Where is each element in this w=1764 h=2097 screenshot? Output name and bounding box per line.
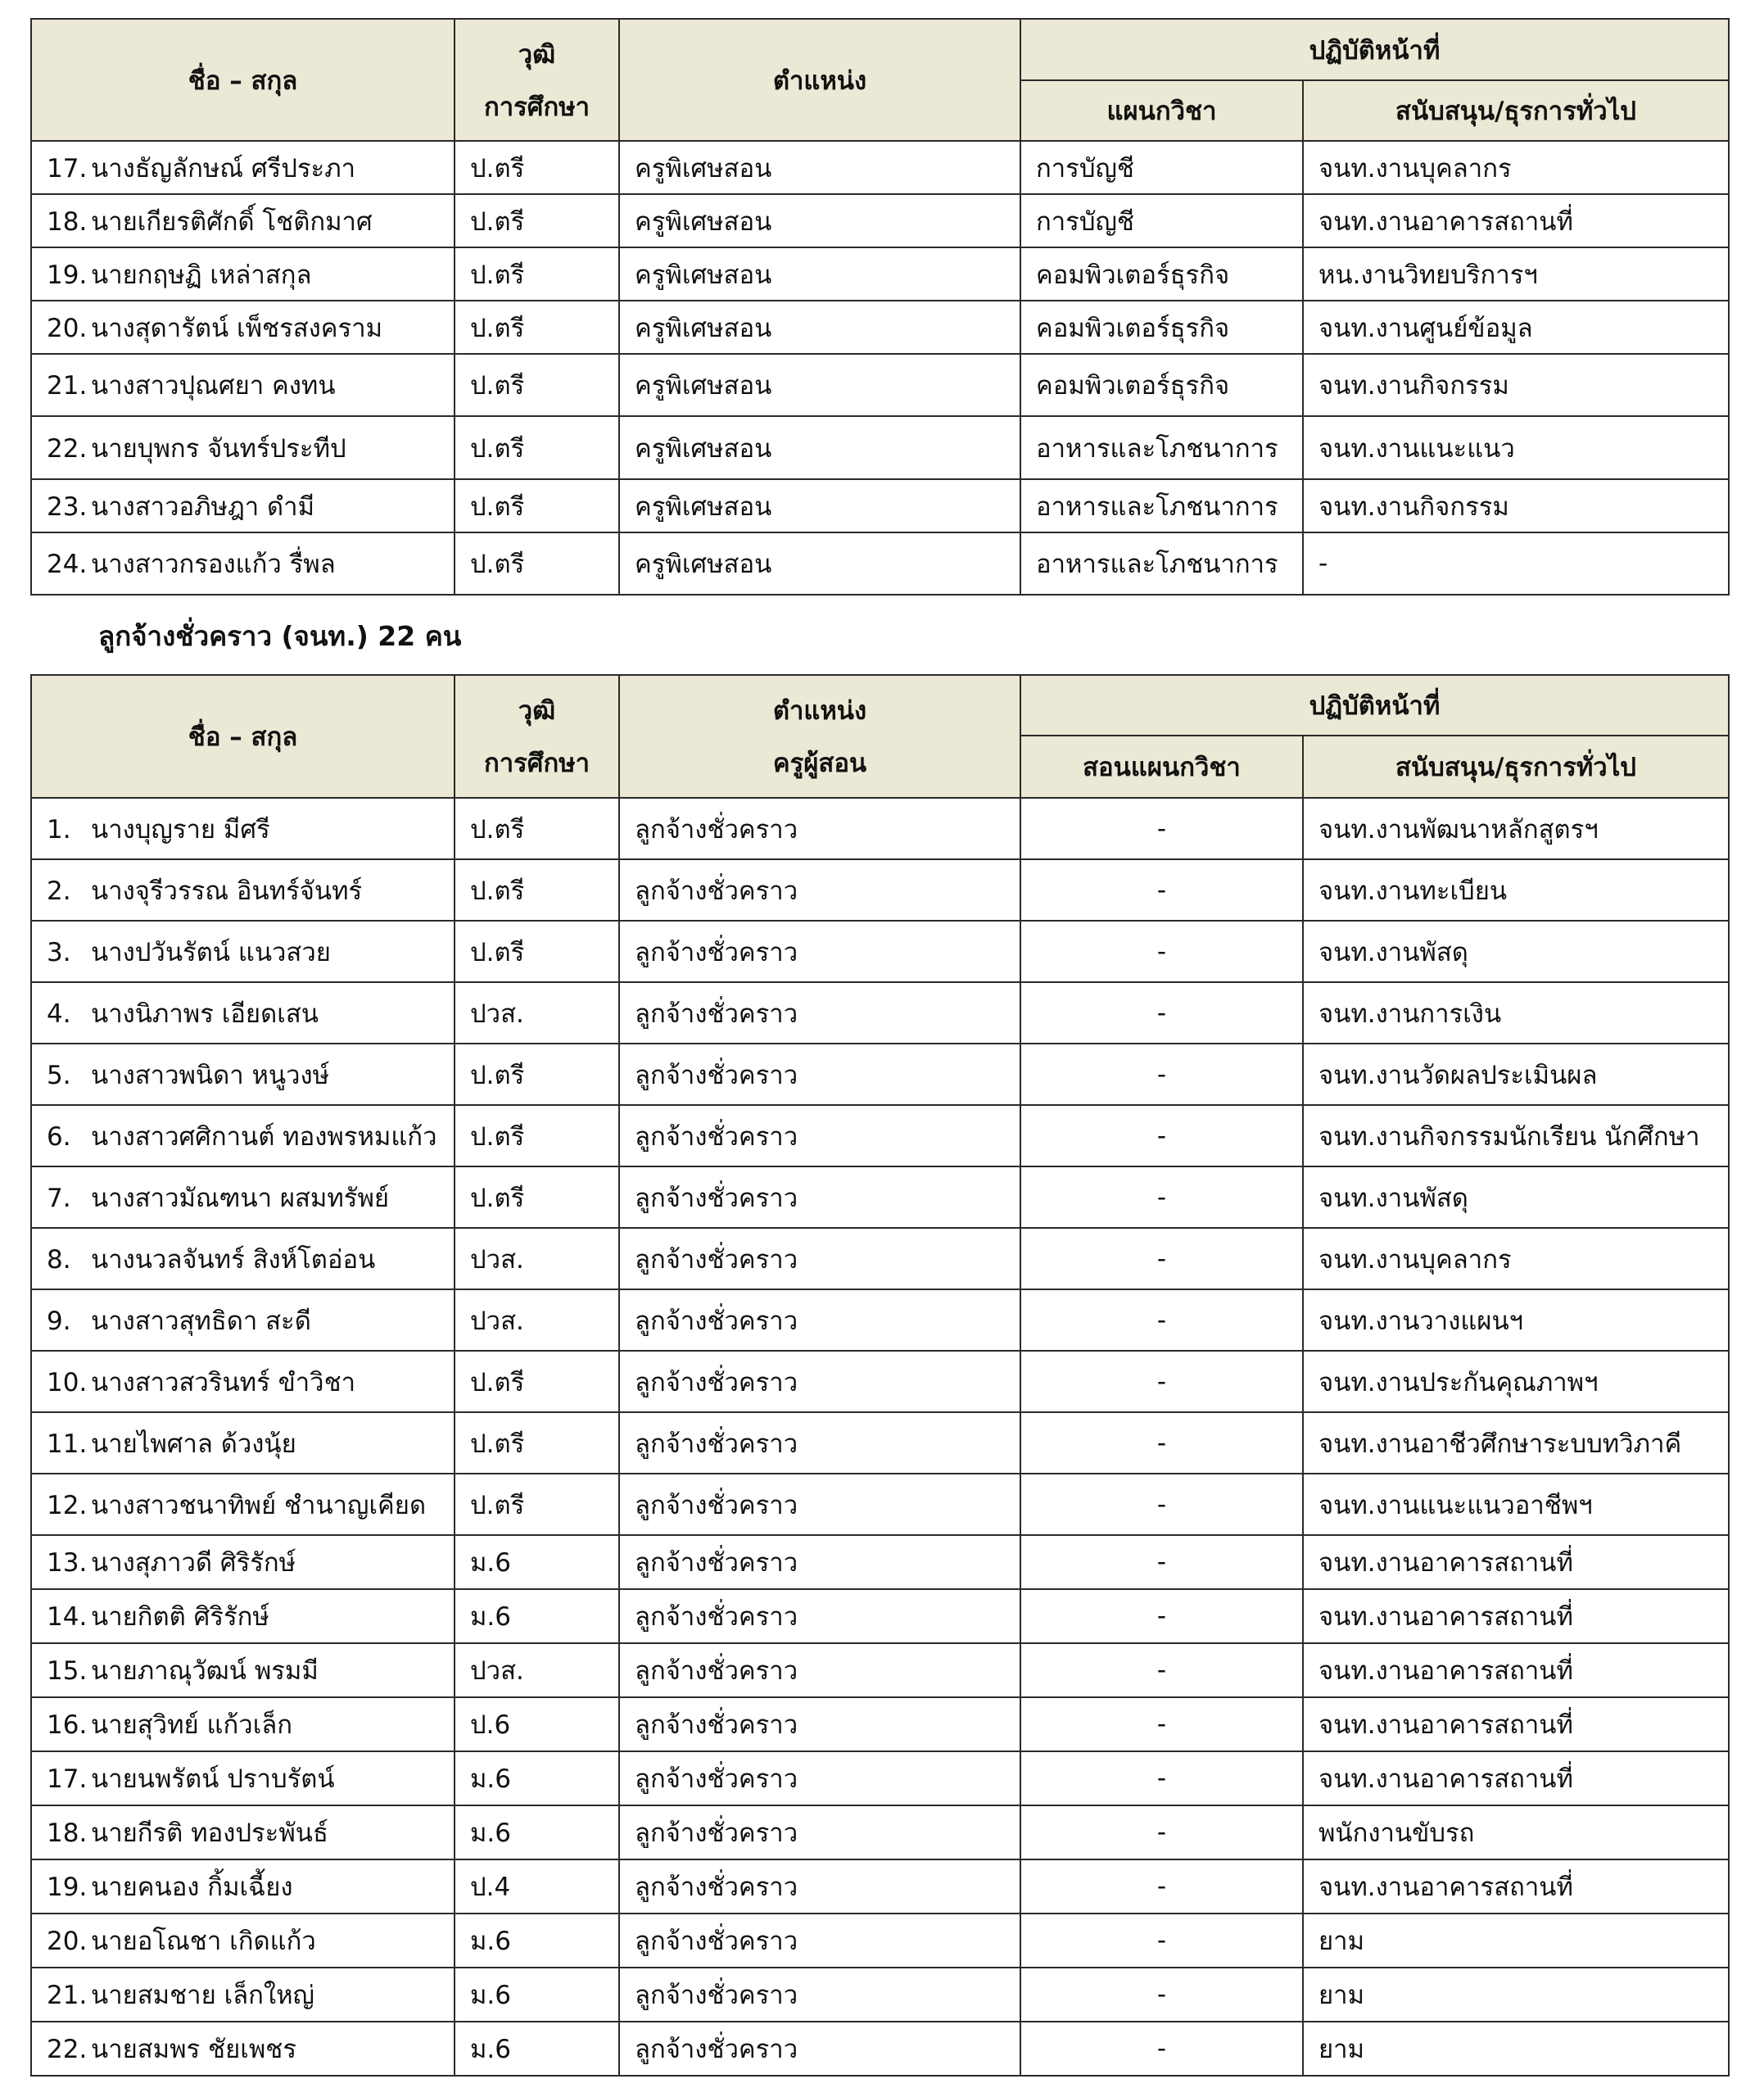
cell-education: ม.6 [455, 1914, 619, 1968]
cell-support: จนท.งานพัสดุ [1303, 1166, 1729, 1228]
table-row [31, 1589, 1729, 1643]
cell-education: ปวส. [455, 982, 619, 1044]
row-number: 1. [47, 814, 71, 845]
table-row [31, 247, 1729, 301]
cell-support: จนท.งานบุคลากร [1303, 1228, 1729, 1289]
person-name: นายกฤษฏิ เหล่าสกุล [91, 260, 312, 290]
cell-education: ป.ตรี [455, 1105, 619, 1166]
row-number: 7. [47, 1183, 71, 1213]
cell-name [31, 1535, 455, 1589]
table-row [31, 354, 1729, 416]
table-row [31, 859, 1729, 921]
cell-education: ป.ตรี [455, 921, 619, 982]
person-name: นางสาวกรองแก้ว รื่พล [91, 550, 336, 579]
cell-department: - [1020, 1105, 1303, 1166]
person-name: นางนวลจันทร์ สิงห์โตอ่อน [91, 1244, 376, 1275]
table-row [31, 1697, 1729, 1751]
cell-department: - [1020, 921, 1303, 982]
cell-position: ลูกจ้างชั่วคราว [619, 1589, 1020, 1643]
cell-education: ป.ตรี [455, 1474, 619, 1535]
cell-support: พนักงานขับรถ [1303, 1805, 1729, 1859]
cell-department: - [1020, 1044, 1303, 1105]
cell-support: ยาม [1303, 1968, 1729, 2022]
cell-education: ป.ตรี [455, 859, 619, 921]
cell-support: จนท.งานศูนย์ข้อมูล [1303, 301, 1729, 354]
row-number: 22. [47, 433, 88, 464]
cell-position: ลูกจ้างชั่วคราว [619, 1166, 1020, 1228]
cell-name [31, 1474, 455, 1535]
table-row [31, 479, 1729, 532]
person-name: นายสมพร ชัยเพชร [91, 2035, 296, 2064]
person-name: นางสาวศศิกานต์ ทองพรหมแก้ว [91, 1121, 437, 1152]
cell-name [31, 2022, 455, 2076]
cell-department: - [1020, 1968, 1303, 2022]
cell-education: ม.6 [455, 2022, 619, 2076]
cell-department: - [1020, 2022, 1303, 2076]
cell-position: ลูกจ้างชั่วคราว [619, 1412, 1020, 1474]
cell-department: - [1020, 1228, 1303, 1289]
cell-name [31, 1589, 455, 1643]
table-row [31, 1914, 1729, 1968]
table-row [31, 1805, 1729, 1859]
row-number: 21. [47, 1981, 88, 2010]
cell-education: ป.ตรี [455, 141, 619, 194]
person-name: นายบุพกร จันทร์ประทีป [91, 433, 346, 464]
cell-department: - [1020, 1914, 1303, 1968]
row-number: 12. [47, 1490, 88, 1520]
person-name: นายเกียรติศักดิ์ โชติกมาศ [91, 206, 373, 237]
table-row [31, 2022, 1729, 2076]
row-number: 17. [47, 1764, 88, 1794]
row-number: 5. [47, 1060, 71, 1090]
table-row [31, 1289, 1729, 1351]
cell-education: ป.4 [455, 1859, 619, 1914]
cell-support: จนท.งานอาคารสถานที่ [1303, 1589, 1729, 1643]
person-name: นางสาวสุทธิดา สะดี [91, 1306, 311, 1336]
header-education-line1: วุฒิ [518, 39, 556, 70]
cell-support: จนท.งานอาคารสถานที่ [1303, 1535, 1729, 1589]
person-name: นายกิตติ ศิริรักษ์ [91, 1602, 269, 1632]
person-name: นางจุรีวรรณ อินทร์จันทร์ [91, 876, 363, 906]
cell-support: จนท.งานอาคารสถานที่ [1303, 1859, 1729, 1914]
row-number: 19. [47, 1873, 88, 1902]
row-number: 22. [47, 2035, 88, 2064]
cell-support: จนท.งานอาคารสถานที่ [1303, 1751, 1729, 1805]
person-name: นางสาวมัณฑนา ผสมทรัพย์ [91, 1183, 390, 1213]
cell-department: - [1020, 1289, 1303, 1351]
cell-position: ครูพิเศษสอน [619, 141, 1020, 194]
person-name: นางสาวพนิดา หนูวงษ์ [91, 1060, 330, 1090]
cell-education: ปวส. [455, 1289, 619, 1351]
staff-table-special-teachers [30, 18, 1730, 596]
cell-support: - [1303, 532, 1729, 595]
cell-name [31, 194, 455, 247]
cell-position: ครูพิเศษสอน [619, 194, 1020, 247]
table-row [31, 1859, 1729, 1914]
cell-department: คอมพิวเตอร์ธุรกิจ [1020, 354, 1303, 416]
row-number: 24. [47, 550, 88, 579]
person-name: นางสาวอภิษฎา ดำมี [91, 491, 315, 522]
person-name: นายกีรติ ทองประพันธ์ [91, 1818, 328, 1848]
cell-support: จนท.งานอาชีวศึกษาระบบทวิภาคี [1303, 1412, 1729, 1474]
cell-support: จนท.งานบุคลากร [1303, 141, 1729, 194]
header-education [455, 675, 619, 798]
cell-department: คอมพิวเตอร์ธุรกิจ [1020, 247, 1303, 301]
row-number: 18. [47, 1818, 88, 1848]
row-number: 21. [47, 371, 88, 401]
person-name: นายไพศาล ด้วงนุ้ย [91, 1429, 296, 1459]
cell-name [31, 1105, 455, 1166]
cell-support: จนท.งานกิจกรรม [1303, 354, 1729, 416]
cell-education: ป.ตรี [455, 416, 619, 479]
person-name: นางสุดารัตน์ เพ็ชรสงคราม [91, 313, 383, 343]
cell-name [31, 247, 455, 301]
cell-support: จนท.งานพัสดุ [1303, 921, 1729, 982]
cell-position: ลูกจ้างชั่วคราว [619, 2022, 1020, 2076]
person-name: นางบุญราย มีศรี [91, 814, 270, 845]
person-name: นายคนอง กิ้มเฉี้ยง [91, 1873, 293, 1902]
header-department: แผนกวิชา [1020, 80, 1303, 141]
header-name: ชื่อ – สกุล [31, 675, 455, 798]
person-name: นางสาวสวรินทร์ ขำวิชา [91, 1367, 356, 1397]
table-row [31, 1751, 1729, 1805]
cell-position: ลูกจ้างชั่วคราว [619, 1751, 1020, 1805]
cell-education: ป.6 [455, 1697, 619, 1751]
person-name: นายอโณชา เกิดแก้ว [91, 1927, 316, 1956]
cell-position: ลูกจ้างชั่วคราว [619, 798, 1020, 859]
cell-position: ลูกจ้างชั่วคราว [619, 1044, 1020, 1105]
cell-department: - [1020, 1166, 1303, 1228]
person-name: นายสมชาย เล็กใหญ่ [91, 1981, 314, 2010]
cell-support: จนท.งานแนะแนว [1303, 416, 1729, 479]
cell-name [31, 1351, 455, 1412]
table1-body [31, 141, 1729, 595]
person-name: นางปวันรัตน์ แนวสวย [91, 937, 331, 967]
cell-department: - [1020, 1351, 1303, 1412]
row-number: 20. [47, 1927, 88, 1956]
header-position [619, 675, 1020, 798]
cell-department: - [1020, 1643, 1303, 1697]
cell-education: ป.ตรี [455, 798, 619, 859]
cell-name [31, 982, 455, 1044]
cell-education: ป.ตรี [455, 194, 619, 247]
cell-name [31, 1228, 455, 1289]
table-row [31, 194, 1729, 247]
header-education-line2: การศึกษา [483, 749, 590, 778]
table2-body [31, 798, 1729, 2076]
cell-position: ลูกจ้างชั่วคราว [619, 1914, 1020, 1968]
person-name: นายนพรัตน์ ปราบรัตน์ [91, 1764, 335, 1794]
header-position: ตำแหน่ง [619, 19, 1020, 141]
row-number: 2. [47, 876, 71, 906]
cell-name [31, 1412, 455, 1474]
cell-name [31, 1697, 455, 1751]
cell-name [31, 532, 455, 595]
cell-position: ลูกจ้างชั่วคราว [619, 1643, 1020, 1697]
cell-education: ม.6 [455, 1589, 619, 1643]
table-row [31, 921, 1729, 982]
table-row [31, 1105, 1729, 1166]
cell-support: จนท.งานแนะแนวอาชีพฯ [1303, 1474, 1729, 1535]
cell-position: ลูกจ้างชั่วคราว [619, 1474, 1020, 1535]
cell-education: ม.6 [455, 1535, 619, 1589]
header-education-line1: วุฒิ [518, 696, 556, 726]
staff-table-temporary-employees [30, 674, 1730, 2077]
cell-name [31, 141, 455, 194]
cell-name [31, 1643, 455, 1697]
cell-education: ป.ตรี [455, 247, 619, 301]
cell-name [31, 1751, 455, 1805]
row-number: 10. [47, 1367, 88, 1397]
cell-education: ป.ตรี [455, 1412, 619, 1474]
row-number: 9. [47, 1306, 71, 1336]
header-name: ชื่อ – สกุล [31, 19, 455, 141]
cell-position: ครูพิเศษสอน [619, 479, 1020, 532]
table-row [31, 532, 1729, 595]
cell-position: ครูพิเศษสอน [619, 532, 1020, 595]
row-number: 16. [47, 1710, 88, 1740]
table-row [31, 141, 1729, 194]
table-row [31, 1968, 1729, 2022]
cell-position: ลูกจ้างชั่วคราว [619, 1968, 1020, 2022]
cell-name [31, 301, 455, 354]
cell-support: ยาม [1303, 2022, 1729, 2076]
table-row [31, 982, 1729, 1044]
row-number: 13. [47, 1548, 88, 1578]
row-number: 17. [47, 153, 88, 183]
cell-position: ครูพิเศษสอน [619, 354, 1020, 416]
cell-education: ม.6 [455, 1751, 619, 1805]
cell-department: - [1020, 1751, 1303, 1805]
cell-position: ลูกจ้างชั่วคราว [619, 1289, 1020, 1351]
cell-department: - [1020, 1859, 1303, 1914]
row-number: 8. [47, 1244, 71, 1275]
cell-department: การบัญชี [1020, 194, 1303, 247]
cell-name [31, 1044, 455, 1105]
header-duty: ปฏิบัติหน้าที่ [1020, 675, 1729, 736]
cell-position: ลูกจ้างชั่วคราว [619, 921, 1020, 982]
cell-department: อาหารและโภชนาการ [1020, 479, 1303, 532]
cell-support: หน.งานวิทยบริการฯ [1303, 247, 1729, 301]
cell-education: ป.ตรี [455, 1166, 619, 1228]
table-row [31, 1351, 1729, 1412]
cell-name [31, 1289, 455, 1351]
person-name: นางสาวปุณศยา คงทน [91, 371, 336, 401]
cell-support: จนท.งานพัฒนาหลักสูตรฯ [1303, 798, 1729, 859]
person-name: นางสุภาวดี ศิริรักษ์ [91, 1548, 296, 1578]
table-row [31, 1643, 1729, 1697]
header-education-line2: การศึกษา [483, 92, 590, 122]
header-support: สนับสนุน/ธุรการทั่วไป [1303, 80, 1729, 141]
cell-education: ม.6 [455, 1805, 619, 1859]
cell-name [31, 798, 455, 859]
cell-name [31, 1968, 455, 2022]
table-row [31, 1474, 1729, 1535]
cell-education: ป.ตรี [455, 1044, 619, 1105]
cell-education: ปวส. [455, 1643, 619, 1697]
header-support: สนับสนุน/ธุรการทั่วไป [1303, 736, 1729, 798]
cell-department: - [1020, 1805, 1303, 1859]
table-row [31, 1166, 1729, 1228]
section-heading: ลูกจ้างชั่วคราว (จนท.) 22 คน [98, 620, 462, 652]
row-number: 3. [47, 937, 71, 967]
cell-support: จนท.งานกิจกรรม [1303, 479, 1729, 532]
cell-support: ยาม [1303, 1914, 1729, 1968]
cell-position: ลูกจ้างชั่วคราว [619, 1805, 1020, 1859]
header-education [455, 19, 619, 141]
cell-support: จนท.งานวัดผลประเมินผล [1303, 1044, 1729, 1105]
table-row [31, 1535, 1729, 1589]
row-number: 6. [47, 1121, 71, 1152]
cell-department: - [1020, 859, 1303, 921]
cell-position: ลูกจ้างชั่วคราว [619, 859, 1020, 921]
cell-name [31, 479, 455, 532]
cell-position: ลูกจ้างชั่วคราว [619, 982, 1020, 1044]
cell-position: ลูกจ้างชั่วคราว [619, 1535, 1020, 1589]
cell-position: ลูกจ้างชั่วคราว [619, 1697, 1020, 1751]
cell-department: อาหารและโภชนาการ [1020, 532, 1303, 595]
cell-name [31, 1914, 455, 1968]
table-row [31, 416, 1729, 479]
cell-name [31, 1859, 455, 1914]
table-row [31, 1044, 1729, 1105]
cell-support: จนท.งานประกันคุณภาพฯ [1303, 1351, 1729, 1412]
cell-education: ป.ตรี [455, 532, 619, 595]
cell-support: จนท.งานกิจกรรมนักเรียน นักศึกษา [1303, 1105, 1729, 1166]
row-number: 11. [47, 1429, 88, 1459]
cell-education: ป.ตรี [455, 354, 619, 416]
cell-education: ป.ตรี [455, 479, 619, 532]
row-number: 14. [47, 1602, 88, 1632]
cell-education: ม.6 [455, 1968, 619, 2022]
row-number: 20. [47, 313, 88, 343]
cell-position: ลูกจ้างชั่วคราว [619, 1228, 1020, 1289]
person-name: นางธัญลักษณ์ ศรีประภา [91, 153, 356, 183]
cell-education: ป.ตรี [455, 1351, 619, 1412]
cell-position: ครูพิเศษสอน [619, 416, 1020, 479]
cell-position: ครูพิเศษสอน [619, 301, 1020, 354]
cell-support: จนท.งานการเงิน [1303, 982, 1729, 1044]
cell-name [31, 1805, 455, 1859]
table-row [31, 1412, 1729, 1474]
cell-support: จนท.งานอาคารสถานที่ [1303, 194, 1729, 247]
cell-department: - [1020, 798, 1303, 859]
cell-department: - [1020, 1474, 1303, 1535]
cell-name [31, 921, 455, 982]
header-position-line2: ครูผู้สอน [772, 749, 867, 778]
header-teach-department: สอนแผนกวิชา [1020, 736, 1303, 798]
table-row [31, 301, 1729, 354]
cell-support: จนท.งานทะเบียน [1303, 859, 1729, 921]
cell-name [31, 1166, 455, 1228]
row-number: 19. [47, 260, 88, 290]
cell-name [31, 354, 455, 416]
cell-support: จนท.งานอาคารสถานที่ [1303, 1697, 1729, 1751]
cell-position: ลูกจ้างชั่วคราว [619, 1859, 1020, 1914]
cell-department: การบัญชี [1020, 141, 1303, 194]
table-row [31, 1228, 1729, 1289]
person-name: นายสุวิทย์ แก้วเล็ก [91, 1710, 293, 1740]
row-number: 4. [47, 999, 71, 1029]
cell-department: - [1020, 1697, 1303, 1751]
cell-position: ลูกจ้างชั่วคราว [619, 1351, 1020, 1412]
cell-department: - [1020, 1535, 1303, 1589]
row-number: 18. [47, 206, 88, 237]
cell-department: - [1020, 982, 1303, 1044]
row-number: 15. [47, 1656, 88, 1686]
cell-department: อาหารและโภชนาการ [1020, 416, 1303, 479]
header-position-line1: ตำแหน่ง [772, 696, 867, 726]
cell-education: ปวส. [455, 1228, 619, 1289]
cell-position: ครูพิเศษสอน [619, 247, 1020, 301]
cell-department: - [1020, 1412, 1303, 1474]
cell-education: ป.ตรี [455, 301, 619, 354]
cell-support: จนท.งานวางแผนฯ [1303, 1289, 1729, 1351]
person-name: นายภาณุวัฒน์ พรมมี [91, 1656, 319, 1686]
cell-name [31, 416, 455, 479]
person-name: นางสาวชนาทิพย์ ชำนาญเคียด [91, 1490, 427, 1520]
cell-name [31, 859, 455, 921]
table-row [31, 798, 1729, 859]
row-number: 23. [47, 491, 88, 522]
header-duty: ปฏิบัติหน้าที่ [1020, 19, 1729, 80]
cell-department: คอมพิวเตอร์ธุรกิจ [1020, 301, 1303, 354]
cell-department: - [1020, 1589, 1303, 1643]
person-name: นางนิภาพร เอียดเสน [91, 999, 319, 1029]
cell-support: จนท.งานอาคารสถานที่ [1303, 1643, 1729, 1697]
cell-position: ลูกจ้างชั่วคราว [619, 1105, 1020, 1166]
